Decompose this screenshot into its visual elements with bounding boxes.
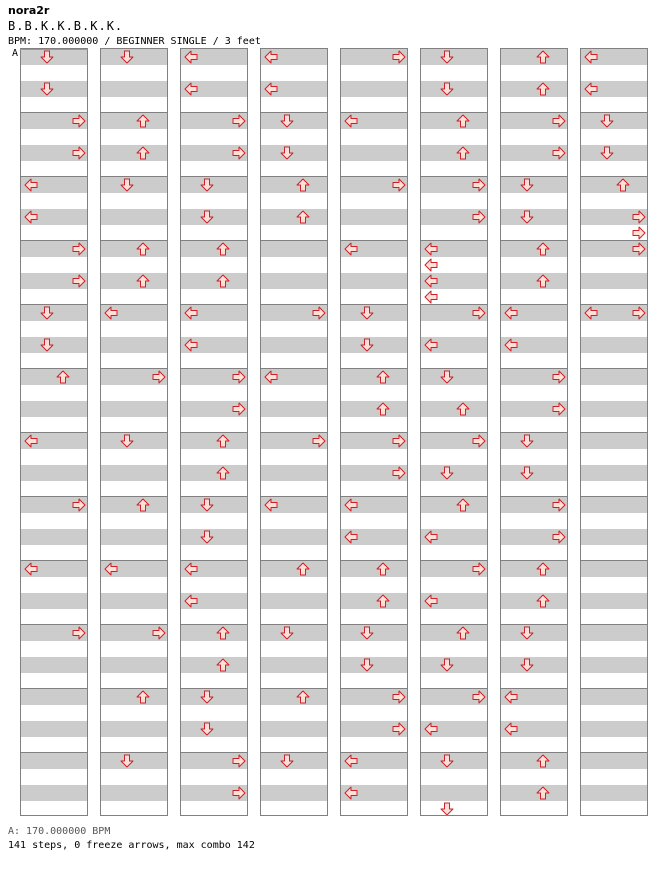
down-arrow-icon bbox=[199, 529, 215, 545]
down-arrow-icon bbox=[199, 497, 215, 513]
right-arrow-icon bbox=[71, 273, 87, 289]
beat-band bbox=[581, 721, 647, 737]
down-arrow-icon bbox=[599, 113, 615, 129]
beat-band bbox=[21, 529, 87, 545]
beat-band bbox=[101, 593, 167, 609]
measure-line bbox=[341, 368, 407, 369]
beat-band bbox=[581, 273, 647, 289]
beat-band bbox=[581, 401, 647, 417]
measure-line bbox=[501, 752, 567, 753]
beat-band bbox=[21, 753, 87, 769]
measure-line bbox=[581, 560, 647, 561]
up-arrow-icon bbox=[375, 401, 391, 417]
down-arrow-icon bbox=[199, 209, 215, 225]
beat-band bbox=[341, 401, 407, 417]
down-arrow-icon bbox=[519, 657, 535, 673]
left-arrow-icon bbox=[23, 177, 39, 193]
measure-line bbox=[101, 688, 167, 689]
up-arrow-icon bbox=[135, 689, 151, 705]
beat-band bbox=[101, 721, 167, 737]
beat-band bbox=[581, 529, 647, 545]
left-arrow-icon bbox=[343, 785, 359, 801]
down-arrow-icon bbox=[439, 801, 455, 816]
down-arrow-icon bbox=[199, 721, 215, 737]
beat-band bbox=[101, 465, 167, 481]
beat-band bbox=[101, 657, 167, 673]
left-arrow-icon bbox=[423, 273, 439, 289]
beat-band bbox=[341, 209, 407, 225]
beat-band bbox=[261, 785, 327, 801]
down-arrow-icon bbox=[439, 369, 455, 385]
beat-band bbox=[501, 593, 567, 609]
measure-line bbox=[181, 432, 247, 433]
chart-column bbox=[20, 48, 88, 816]
down-arrow-icon bbox=[439, 753, 455, 769]
measure-line bbox=[21, 368, 87, 369]
beat-band bbox=[421, 113, 487, 129]
measure-line bbox=[21, 752, 87, 753]
up-arrow-icon bbox=[215, 273, 231, 289]
left-arrow-icon bbox=[183, 593, 199, 609]
right-arrow-icon bbox=[551, 401, 567, 417]
up-arrow-icon bbox=[215, 465, 231, 481]
beat-band bbox=[261, 177, 327, 193]
left-arrow-icon bbox=[423, 529, 439, 545]
up-arrow-icon bbox=[455, 113, 471, 129]
down-arrow-icon bbox=[359, 305, 375, 321]
left-arrow-icon bbox=[343, 241, 359, 257]
left-arrow-icon bbox=[423, 289, 439, 305]
left-arrow-icon bbox=[503, 689, 519, 705]
beat-band bbox=[341, 561, 407, 577]
step-stats: 141 steps, 0 freeze arrows, max combo 142 bbox=[8, 840, 255, 851]
up-arrow-icon bbox=[295, 209, 311, 225]
beat-band bbox=[101, 689, 167, 705]
down-arrow-icon bbox=[279, 625, 295, 641]
beat-band bbox=[341, 145, 407, 161]
right-arrow-icon bbox=[151, 369, 167, 385]
beat-band bbox=[341, 369, 407, 385]
up-arrow-icon bbox=[535, 785, 551, 801]
down-arrow-icon bbox=[279, 113, 295, 129]
bpm-marker-line bbox=[20, 49, 88, 50]
left-arrow-icon bbox=[263, 369, 279, 385]
right-arrow-icon bbox=[231, 785, 247, 801]
measure-line bbox=[581, 688, 647, 689]
chart-column bbox=[180, 48, 248, 816]
measure-line bbox=[101, 496, 167, 497]
song-title: B.B.K.K.B.K.K. bbox=[8, 19, 124, 33]
left-arrow-icon bbox=[583, 305, 599, 321]
left-arrow-icon bbox=[183, 49, 199, 65]
down-arrow-icon bbox=[359, 625, 375, 641]
beat-band bbox=[421, 785, 487, 801]
down-arrow-icon bbox=[359, 337, 375, 353]
measure-line bbox=[261, 688, 327, 689]
left-arrow-icon bbox=[23, 433, 39, 449]
up-arrow-icon bbox=[295, 177, 311, 193]
measure-line bbox=[501, 560, 567, 561]
down-arrow-icon bbox=[279, 753, 295, 769]
beat-band bbox=[581, 337, 647, 353]
beat-band bbox=[581, 433, 647, 449]
left-arrow-icon bbox=[183, 81, 199, 97]
beat-band bbox=[261, 273, 327, 289]
left-arrow-icon bbox=[423, 337, 439, 353]
chart-author: nora2r bbox=[8, 4, 50, 17]
left-arrow-icon bbox=[343, 497, 359, 513]
beat-band bbox=[181, 433, 247, 449]
up-arrow-icon bbox=[215, 625, 231, 641]
down-arrow-icon bbox=[39, 49, 55, 65]
up-arrow-icon bbox=[535, 593, 551, 609]
right-arrow-icon bbox=[231, 369, 247, 385]
down-arrow-icon bbox=[599, 145, 615, 161]
beat-band bbox=[581, 625, 647, 641]
right-arrow-icon bbox=[311, 305, 327, 321]
right-arrow-icon bbox=[71, 497, 87, 513]
measure-line bbox=[581, 368, 647, 369]
beat-band bbox=[181, 273, 247, 289]
right-arrow-icon bbox=[231, 145, 247, 161]
right-arrow-icon bbox=[71, 113, 87, 129]
measure-line bbox=[101, 112, 167, 113]
left-arrow-icon bbox=[583, 49, 599, 65]
right-arrow-icon bbox=[551, 369, 567, 385]
bpm-summary: A: 170.000000 BPM bbox=[8, 826, 111, 837]
down-arrow-icon bbox=[519, 625, 535, 641]
left-arrow-icon bbox=[503, 337, 519, 353]
measure-line bbox=[261, 176, 327, 177]
right-arrow-icon bbox=[71, 145, 87, 161]
right-arrow-icon bbox=[311, 433, 327, 449]
beat-band bbox=[501, 785, 567, 801]
right-arrow-icon bbox=[471, 561, 487, 577]
measure-line bbox=[181, 240, 247, 241]
beat-band bbox=[501, 49, 567, 65]
right-arrow-icon bbox=[231, 113, 247, 129]
beat-band bbox=[581, 689, 647, 705]
beat-band bbox=[101, 145, 167, 161]
measure-line bbox=[261, 560, 327, 561]
beat-band bbox=[261, 561, 327, 577]
left-arrow-icon bbox=[263, 81, 279, 97]
up-arrow-icon bbox=[135, 273, 151, 289]
left-arrow-icon bbox=[23, 209, 39, 225]
down-arrow-icon bbox=[519, 177, 535, 193]
measure-line bbox=[261, 240, 327, 241]
beat-band bbox=[261, 337, 327, 353]
up-arrow-icon bbox=[375, 561, 391, 577]
left-arrow-icon bbox=[263, 497, 279, 513]
beat-band bbox=[501, 81, 567, 97]
up-arrow-icon bbox=[615, 177, 631, 193]
down-arrow-icon bbox=[39, 337, 55, 353]
beat-band bbox=[261, 465, 327, 481]
measure-line bbox=[501, 240, 567, 241]
down-arrow-icon bbox=[359, 657, 375, 673]
down-arrow-icon bbox=[439, 657, 455, 673]
beat-band bbox=[261, 657, 327, 673]
measure-line bbox=[581, 432, 647, 433]
up-arrow-icon bbox=[55, 369, 71, 385]
left-arrow-icon bbox=[183, 337, 199, 353]
up-arrow-icon bbox=[535, 753, 551, 769]
beat-band bbox=[581, 785, 647, 801]
beat-band bbox=[261, 401, 327, 417]
up-arrow-icon bbox=[295, 561, 311, 577]
right-arrow-icon bbox=[471, 209, 487, 225]
beat-band bbox=[101, 273, 167, 289]
up-arrow-icon bbox=[375, 593, 391, 609]
beat-band bbox=[581, 465, 647, 481]
down-arrow-icon bbox=[39, 305, 55, 321]
beat-band bbox=[261, 529, 327, 545]
left-arrow-icon bbox=[343, 113, 359, 129]
up-arrow-icon bbox=[455, 145, 471, 161]
right-arrow-icon bbox=[391, 689, 407, 705]
beat-band bbox=[101, 241, 167, 257]
beat-band bbox=[101, 529, 167, 545]
measure-line bbox=[581, 496, 647, 497]
beat-band bbox=[501, 753, 567, 769]
left-arrow-icon bbox=[423, 241, 439, 257]
chart-column bbox=[260, 48, 328, 816]
chart-column bbox=[500, 48, 568, 816]
left-arrow-icon bbox=[503, 305, 519, 321]
beat-band bbox=[261, 689, 327, 705]
measure-line bbox=[421, 496, 487, 497]
beat-band bbox=[21, 657, 87, 673]
measure-line bbox=[181, 624, 247, 625]
up-arrow-icon bbox=[295, 689, 311, 705]
left-arrow-icon bbox=[103, 305, 119, 321]
beat-band bbox=[421, 145, 487, 161]
right-arrow-icon bbox=[631, 225, 647, 241]
right-arrow-icon bbox=[71, 625, 87, 641]
beat-band bbox=[421, 401, 487, 417]
chart-column bbox=[340, 48, 408, 816]
left-arrow-icon bbox=[423, 257, 439, 273]
beat-band bbox=[21, 689, 87, 705]
beat-band bbox=[261, 593, 327, 609]
right-arrow-icon bbox=[471, 305, 487, 321]
right-arrow-icon bbox=[551, 113, 567, 129]
up-arrow-icon bbox=[135, 241, 151, 257]
left-arrow-icon bbox=[343, 529, 359, 545]
measure-line bbox=[21, 688, 87, 689]
measure-line bbox=[581, 176, 647, 177]
right-arrow-icon bbox=[391, 433, 407, 449]
beat-band bbox=[101, 785, 167, 801]
up-arrow-icon bbox=[215, 241, 231, 257]
right-arrow-icon bbox=[471, 433, 487, 449]
measure-line bbox=[581, 752, 647, 753]
down-arrow-icon bbox=[439, 81, 455, 97]
left-arrow-icon bbox=[103, 561, 119, 577]
beat-band bbox=[181, 625, 247, 641]
left-arrow-icon bbox=[423, 593, 439, 609]
down-arrow-icon bbox=[119, 753, 135, 769]
up-arrow-icon bbox=[455, 497, 471, 513]
beat-band bbox=[21, 401, 87, 417]
measure-line bbox=[341, 560, 407, 561]
up-arrow-icon bbox=[135, 145, 151, 161]
left-arrow-icon bbox=[183, 561, 199, 577]
chart-info: BPM: 170.000000 / BEGINNER SINGLE / 3 feet bbox=[8, 36, 261, 47]
down-arrow-icon bbox=[119, 433, 135, 449]
beat-band bbox=[501, 273, 567, 289]
measure-line bbox=[421, 624, 487, 625]
right-arrow-icon bbox=[471, 689, 487, 705]
left-arrow-icon bbox=[263, 49, 279, 65]
beat-band bbox=[341, 81, 407, 97]
beat-band bbox=[581, 369, 647, 385]
left-arrow-icon bbox=[343, 753, 359, 769]
down-arrow-icon bbox=[39, 81, 55, 97]
beat-band bbox=[21, 785, 87, 801]
down-arrow-icon bbox=[439, 49, 455, 65]
right-arrow-icon bbox=[631, 241, 647, 257]
right-arrow-icon bbox=[231, 401, 247, 417]
measure-line bbox=[101, 240, 167, 241]
right-arrow-icon bbox=[551, 497, 567, 513]
up-arrow-icon bbox=[135, 113, 151, 129]
right-arrow-icon bbox=[631, 305, 647, 321]
beat-band bbox=[21, 593, 87, 609]
beat-band bbox=[261, 721, 327, 737]
up-arrow-icon bbox=[135, 497, 151, 513]
beat-band bbox=[181, 465, 247, 481]
beat-band bbox=[501, 561, 567, 577]
beat-band bbox=[421, 625, 487, 641]
right-arrow-icon bbox=[231, 753, 247, 769]
beat-band bbox=[581, 561, 647, 577]
down-arrow-icon bbox=[199, 177, 215, 193]
measure-line bbox=[421, 112, 487, 113]
chart-column bbox=[580, 48, 648, 816]
beat-band bbox=[261, 241, 327, 257]
chart-column bbox=[100, 48, 168, 816]
right-arrow-icon bbox=[551, 145, 567, 161]
beat-band bbox=[101, 337, 167, 353]
right-arrow-icon bbox=[631, 209, 647, 225]
down-arrow-icon bbox=[439, 465, 455, 481]
chart-column bbox=[420, 48, 488, 816]
up-arrow-icon bbox=[455, 625, 471, 641]
down-arrow-icon bbox=[279, 145, 295, 161]
beat-band bbox=[101, 401, 167, 417]
measure-line bbox=[581, 624, 647, 625]
left-arrow-icon bbox=[183, 305, 199, 321]
beat-band bbox=[581, 177, 647, 193]
beat-band bbox=[181, 241, 247, 257]
beat-band bbox=[101, 113, 167, 129]
up-arrow-icon bbox=[535, 241, 551, 257]
beat-band bbox=[341, 273, 407, 289]
beat-band bbox=[101, 81, 167, 97]
up-arrow-icon bbox=[215, 657, 231, 673]
right-arrow-icon bbox=[391, 177, 407, 193]
left-arrow-icon bbox=[23, 561, 39, 577]
right-arrow-icon bbox=[71, 241, 87, 257]
bpm-marker-label: A bbox=[12, 48, 19, 59]
beat-band bbox=[21, 369, 87, 385]
down-arrow-icon bbox=[119, 49, 135, 65]
beat-band bbox=[421, 497, 487, 513]
right-arrow-icon bbox=[471, 177, 487, 193]
beat-band bbox=[21, 465, 87, 481]
up-arrow-icon bbox=[535, 273, 551, 289]
up-arrow-icon bbox=[455, 401, 471, 417]
beat-band bbox=[341, 593, 407, 609]
beat-band bbox=[581, 497, 647, 513]
up-arrow-icon bbox=[535, 49, 551, 65]
right-arrow-icon bbox=[391, 49, 407, 65]
down-arrow-icon bbox=[119, 177, 135, 193]
down-arrow-icon bbox=[519, 465, 535, 481]
right-arrow-icon bbox=[391, 721, 407, 737]
beat-band bbox=[101, 209, 167, 225]
beat-band bbox=[581, 593, 647, 609]
up-arrow-icon bbox=[215, 433, 231, 449]
beat-band bbox=[21, 721, 87, 737]
down-arrow-icon bbox=[199, 689, 215, 705]
down-arrow-icon bbox=[519, 433, 535, 449]
beat-band bbox=[101, 497, 167, 513]
beat-band bbox=[581, 657, 647, 673]
up-arrow-icon bbox=[535, 81, 551, 97]
left-arrow-icon bbox=[503, 721, 519, 737]
beat-band bbox=[261, 209, 327, 225]
down-arrow-icon bbox=[519, 209, 535, 225]
left-arrow-icon bbox=[423, 721, 439, 737]
right-arrow-icon bbox=[151, 625, 167, 641]
right-arrow-icon bbox=[391, 465, 407, 481]
up-arrow-icon bbox=[535, 561, 551, 577]
left-arrow-icon bbox=[583, 81, 599, 97]
right-arrow-icon bbox=[551, 529, 567, 545]
up-arrow-icon bbox=[375, 369, 391, 385]
beat-band bbox=[581, 753, 647, 769]
beat-band bbox=[501, 241, 567, 257]
beat-band bbox=[181, 657, 247, 673]
